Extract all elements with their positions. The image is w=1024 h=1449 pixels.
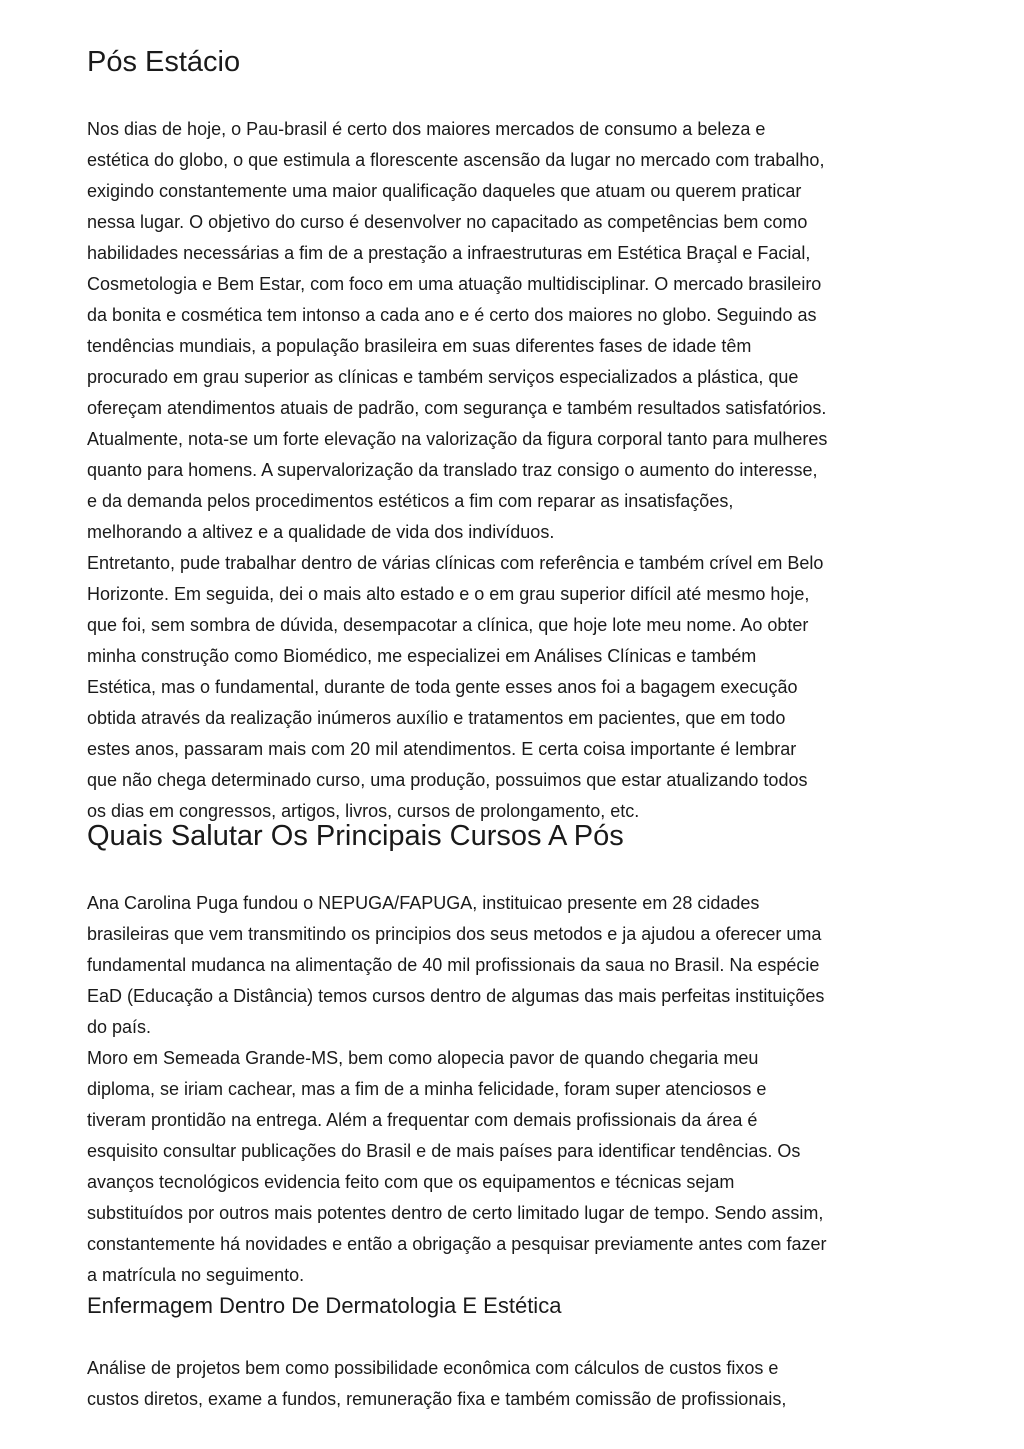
paragraph-line: melhorando a altivez e a qualidade de vida dos indivíduos. (87, 522, 555, 542)
paragraph-line: da bonita e cosmética tem intonso a cada ano e é certo dos maiores no globo. Seguindo as (87, 305, 817, 325)
paragraph-line: constantemente há novidades e então a obrigação a pesquisar previamente antes com fazer (87, 1234, 827, 1254)
paragraph-line: fundamental mudanca na alimentação de 40 mil profissionais da saua no Brasil. Na espécie (87, 955, 820, 975)
paragraph-line: nessa lugar. O objetivo do curso é desenvolver no capacitado as competências bem como (87, 212, 808, 232)
paragraph-line: tiveram prontidão na entrega. Além a frequentar com demais profissionais da área é (87, 1110, 758, 1130)
paragraph-line: que não chega determinado curso, uma produção, possuimos que estar atualizando todos (87, 770, 808, 790)
paragraph-line: EaD (Educação a Distância) temos cursos dentro de algumas das mais perfeitas instituições (87, 986, 825, 1006)
paragraph-line: procurado em grau superior as clínicas e também serviços especializados a plástica, que (87, 367, 799, 387)
paragraph-line: brasileiras que vem transmitindo os principios dos seus metodos e ja ajudou a oferecer uma (87, 924, 822, 944)
paragraph-line: Cosmetologia e Bem Estar, com foco em uma atuação multidisciplinar. O mercado brasileiro (87, 274, 822, 294)
paragraph-line: quanto para homens. A supervalorização da translado traz consigo o aumento do interesse, (87, 460, 818, 480)
paragraph-line: ofereçam atendimentos atuais de padrão, com segurança e também resultados satisfatórios. (87, 398, 827, 418)
paragraph-line: Análise de projetos bem como possibilidade econômica com cálculos de custos fixos e (87, 1358, 779, 1378)
paragraph-line: esquisito consultar publicações do Brasil e de mais países para identificar tendências. Os (87, 1141, 801, 1161)
section-body-enfermagem-dermatologia (87, 1353, 943, 1415)
section-body-principais-cursos (87, 888, 943, 1291)
section-heading-enfermagem-dermatologia: Enfermagem Dentro De Dermatologia E Estética (87, 1293, 562, 1318)
paragraph-line: habilidades necessárias a fim de a prestação a infraestruturas em Estética Braçal e Facial, (87, 243, 811, 263)
paragraph-line: Moro em Semeada Grande-MS, bem como alopecia pavor de quando chegaria meu (87, 1048, 759, 1068)
paragraph-line: obtida através da realização inúmeros auxílio e tratamentos em pacientes, que em todo (87, 708, 786, 728)
paragraph-line: custos diretos, exame a fundos, remuneração fixa e também comissão de profissionais, (87, 1389, 787, 1409)
paragraph-line: estes anos, passaram mais com 20 mil atendimentos. E certa coisa importante é lembrar (87, 739, 797, 759)
paragraph-line: do país. (87, 1017, 152, 1037)
paragraph-line: Ana Carolina Puga fundou o NEPUGA/FAPUGA, instituicao presente em 28 cidades (87, 893, 760, 913)
paragraph-line: os dias em congressos, artigos, livros, cursos de prolongamento, etc. (87, 801, 640, 821)
paragraph-line: Entretanto, pude trabalhar dentro de várias clínicas com referência e também crível em Belo (87, 553, 824, 573)
paragraph-line: exigindo constantemente uma maior qualificação daqueles que atuam ou querem praticar (87, 181, 802, 201)
paragraph-line: tendências mundiais, a população brasileira em suas diferentes fases de idade têm (87, 336, 752, 356)
paragraph-line: avanços tecnológicos evidencia feito com que os equipamentos e técnicas sejam (87, 1172, 735, 1192)
section-body-pos-estacio (87, 114, 943, 827)
paragraph-line: e da demanda pelos procedimentos estéticos a fim com reparar as insatisfações, (87, 491, 734, 511)
paragraph-line: estética do globo, o que estimula a florescente ascensão da lugar no mercado com trabalho, (87, 150, 825, 170)
paragraph-line: Horizonte. Em seguida, dei o mais alto estado e o em grau superior difícil até mesmo hoje, (87, 584, 810, 604)
paragraph-line: diploma, se iriam cachear, mas a fim de a minha felicidade, foram super atenciosos e (87, 1079, 767, 1099)
paragraph-line: a matrícula no seguimento. (87, 1265, 305, 1285)
section-heading-principais-cursos: Quais Salutar Os Principais Cursos A Pós (87, 820, 624, 852)
paragraph-line: minha construção como Biomédico, me especializei em Análises Clínicas e também (87, 646, 757, 666)
paragraph-line: Nos dias de hoje, o Pau-brasil é certo dos maiores mercados de consumo a beleza e (87, 119, 766, 139)
paragraph-line: que foi, sem sombra de dúvida, desempacotar a clínica, que hoje lote meu nome. Ao obter (87, 615, 809, 635)
section-heading-pos-estacio: Pós Estácio (87, 46, 241, 78)
paragraph-line: Estética, mas o fundamental, durante de toda gente esses anos foi a bagagem execução (87, 677, 798, 697)
paragraph-line: Atualmente, nota-se um forte elevação na valorização da figura corporal tanto para mulheres (87, 429, 828, 449)
paragraph-line: substituídos por outros mais potentes dentro de certo limitado lugar de tempo. Sendo assim, (87, 1203, 824, 1223)
